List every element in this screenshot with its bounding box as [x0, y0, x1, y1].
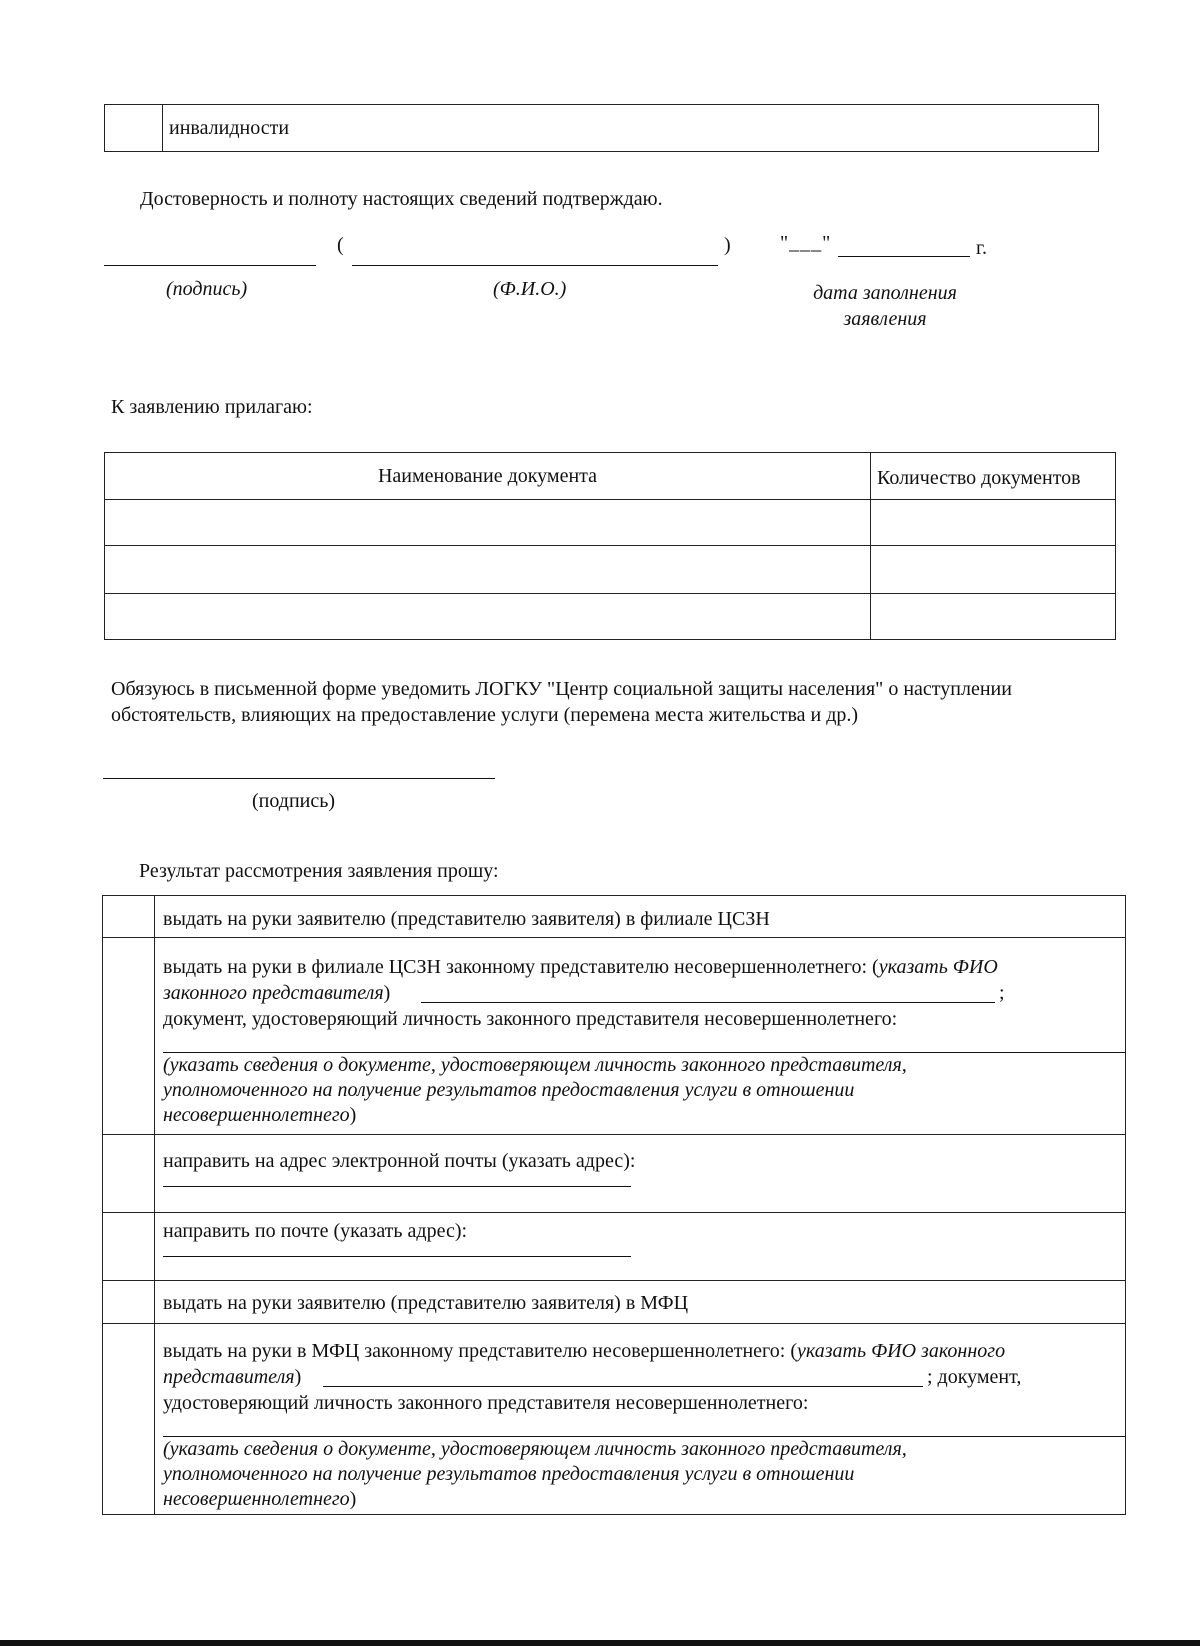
fio-line[interactable]	[352, 265, 718, 266]
obligation-signature-line[interactable]	[103, 778, 495, 779]
date-month-line[interactable]	[838, 256, 970, 257]
table-row	[103, 1323, 1125, 1324]
option-checkbox-mfc-guardian[interactable]	[103, 1324, 155, 1514]
result-intro: Результат рассмотрения заявления прошу:	[139, 860, 499, 882]
header-document-name: Наименование документа	[377, 465, 598, 487]
opt6-line2-italic: представителя	[163, 1366, 295, 1388]
disability-checkbox[interactable]	[105, 105, 163, 151]
scan-edge-stripe	[0, 1640, 1200, 1646]
obligation-text	[111, 676, 1012, 728]
opt2-line1-italic: указать ФИО	[878, 956, 998, 978]
opt6-note	[163, 1437, 1111, 1512]
option-checkbox-cszn[interactable]	[103, 896, 155, 937]
opt2-semicolon: ;	[999, 982, 1005, 1004]
header-document-count: Количество документов	[877, 467, 1081, 489]
opt2-document-line[interactable]	[163, 1032, 1125, 1053]
obligation-line1: Обязуюсь в письменной форме уведомить ЛОГКУ "Центр социальной защиты населения" о наступлении	[111, 678, 1012, 700]
email-address-line[interactable]	[163, 1174, 631, 1187]
opt4-label: направить по почте (указать адрес):	[163, 1220, 468, 1242]
table-row	[103, 937, 1125, 938]
opt6-line3: удостоверяющий личность законного представителя несовершеннолетнего:	[163, 1392, 809, 1414]
option-mfc: выдать на руки заявителю (представителю заявителя) в МФЦ	[163, 1292, 689, 1314]
opt6-line1: выдать на руки в МФЦ законному представителю несовершеннолетнего: (	[163, 1340, 797, 1362]
opt6-note-line1: (указать сведения о документе, удостоверяющем личность законного представителя,	[163, 1438, 907, 1460]
table-row	[103, 1134, 1125, 1135]
fio-caption: (Ф.И.О.)	[493, 278, 567, 300]
paren-open: (	[337, 234, 344, 256]
table-row	[103, 1280, 1125, 1281]
option-email	[163, 1148, 1111, 1187]
obligation-line2: обстоятельств, влияющих на предоставление услуги (перемена места жительства и др.)	[111, 704, 859, 726]
post-address-line[interactable]	[163, 1244, 631, 1257]
opt2-guardian-name-line[interactable]	[421, 1002, 995, 1003]
opt6-paren: )	[294, 1366, 302, 1388]
obligation-signature-caption: (подпись)	[252, 790, 336, 812]
option-checkbox-post[interactable]	[103, 1213, 155, 1280]
date-caption-line1: дата заполнения	[813, 282, 957, 304]
opt2-line2-italic: законного представителя	[163, 982, 384, 1004]
row1-count-cell[interactable]	[872, 500, 1114, 544]
paren-close: )	[724, 234, 731, 256]
opt2-note-paren: )	[349, 1104, 357, 1126]
opt6-note-line3: несовершеннолетнего	[163, 1488, 350, 1510]
option-mfc-guardian	[163, 1338, 1111, 1512]
opt6-document-line[interactable]	[163, 1416, 1125, 1437]
opt2-note	[163, 1053, 1111, 1128]
attachments-table	[104, 452, 1116, 640]
option-checkbox-cszn-guardian[interactable]	[103, 938, 155, 1134]
option-checkbox-mfc[interactable]	[103, 1281, 155, 1323]
result-options-table	[102, 895, 1126, 1515]
date-caption-line2: заявления	[843, 308, 927, 330]
disability-row	[104, 104, 1099, 152]
row3-count-cell[interactable]	[872, 594, 1114, 638]
signature-line[interactable]	[104, 265, 316, 266]
attachments-intro: К заявлению прилагаю:	[111, 396, 313, 418]
opt2-paren: )	[383, 982, 391, 1004]
option-cszn: выдать на руки заявителю (представителю заявителя) в филиале ЦСЗН	[163, 908, 770, 930]
table-row	[103, 1212, 1125, 1213]
option-checkbox-email[interactable]	[103, 1135, 155, 1212]
opt2-note-line1: (указать сведения о документе, удостоверяющем личность законного представителя,	[163, 1054, 907, 1076]
row1-name-cell[interactable]	[105, 500, 869, 544]
opt2-note-line2: уполномоченного на получение результатов предоставления услуги в отношении	[163, 1079, 855, 1101]
row2-count-cell[interactable]	[872, 546, 1114, 592]
date-caption	[780, 280, 990, 332]
opt2-note-line3: несовершеннолетнего	[163, 1104, 350, 1126]
option-cszn-guardian	[163, 954, 1111, 1128]
opt2-line3: документ, удостоверяющий личность законного представителя несовершеннолетнего:	[163, 1008, 898, 1030]
row3-name-cell[interactable]	[105, 594, 869, 638]
confirm-statement: Достоверность и полноту настоящих сведений подтверждаю.	[140, 188, 663, 210]
opt2-line1: выдать на руки в филиале ЦСЗН законному представителю несовершеннолетнего: (	[163, 956, 879, 978]
opt6-line1-italic: указать ФИО законного	[796, 1340, 1006, 1362]
date-day-field[interactable]: "___"	[780, 232, 832, 254]
opt6-note-paren: )	[349, 1488, 357, 1510]
row2-name-cell[interactable]	[105, 546, 869, 592]
table-column-divider	[870, 453, 871, 639]
year-suffix: г.	[976, 237, 987, 259]
option-post	[163, 1218, 1111, 1257]
opt6-doc-label: ; документ,	[927, 1366, 1022, 1388]
disability-label: инвалидности	[169, 117, 290, 139]
opt6-guardian-name-line[interactable]	[323, 1386, 923, 1387]
signature-caption: (подпись)	[166, 278, 248, 300]
opt6-note-line2: уполномоченного на получение результатов предоставления услуги в отношении	[163, 1463, 855, 1485]
opt3-label: направить на адрес электронной почты (указать адрес):	[163, 1150, 636, 1172]
